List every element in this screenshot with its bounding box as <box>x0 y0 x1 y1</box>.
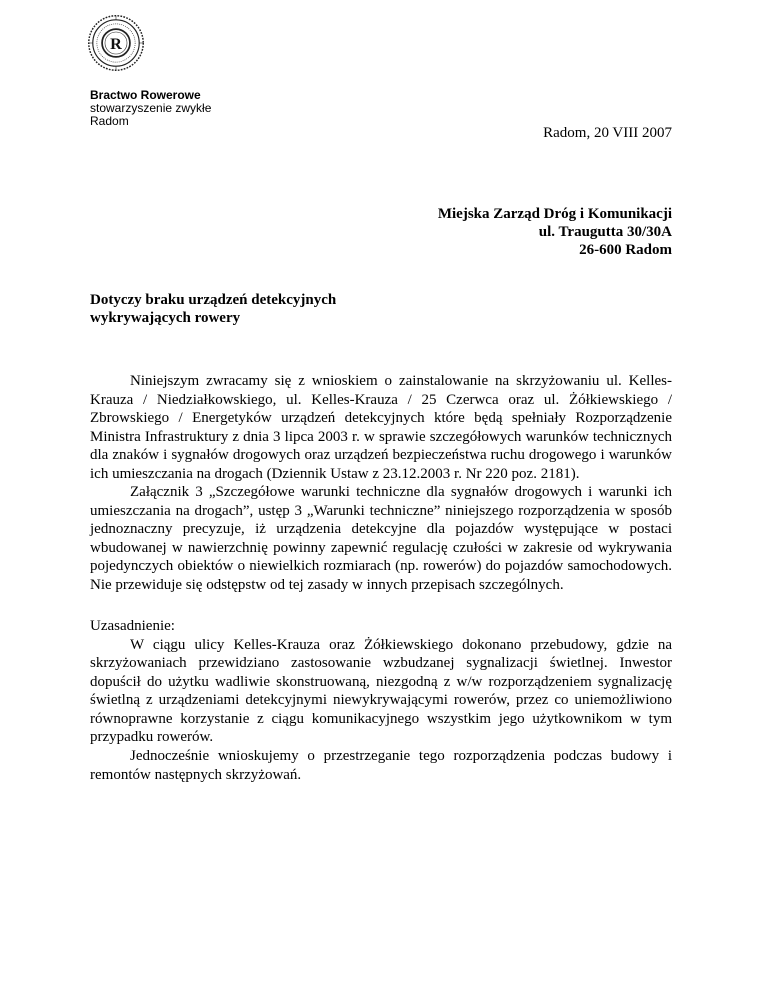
recipient-street: ul. Traugutta 30/30A <box>538 224 672 240</box>
subject-line-1: Dotyczy braku urządzeń detekcyjnych <box>90 292 337 308</box>
letter-body-closing <box>90 747 672 784</box>
justification-heading: Uzasadnienie: <box>90 618 175 634</box>
organization-name: Bractwo Rowerowe <box>90 88 201 102</box>
sender-block <box>90 89 211 128</box>
recipient-block <box>438 205 672 259</box>
recipient-name: Miejska Zarząd Dróg i Komunikacji <box>437 206 672 222</box>
paragraph-justification: W ciągu ulicy Kelles-Krauza oraz Żółkiewskiego dokonano przebudowy, gdzie na skrzyżowaniach przewidziano zastosowanie wzbudzanej sygnalizacji świetlnej. Inwestor dopuścił do użytku wadliwie skonstruowaną, niezgodną z w/w rozporządzeniem sygnalizację świetlną z urządzeniami detekcyjnymi niewykrywającymi rowerów, przez co uniemożliwiono równoprawne korzystanie z ciągu komunikacyjnego wszystkim jego użytkownikom w tym przypadku rowerów. <box>90 636 672 745</box>
subject-line <box>90 291 336 327</box>
svg-text:R: R <box>110 34 122 53</box>
recipient-postal-city: 26-600 Radom <box>579 242 672 258</box>
organization-city: Radom <box>90 114 129 128</box>
paragraph-request: Niniejszym zwracamy się z wnioskiem o zainstalowanie na skrzyżowaniu ul. Kelles-Krauza / Niedziałkowskiego, ul. Kelles-Krauza / 25 Czerwca oraz ul. Żółkiewskiego / Zbrowskiego / Energetyków urządzeń detekcyjnych które będą spełniały Rozporządzenie Ministra Infrastruktury z dnia 3 lipca 2003 r. w sprawie szczegółowych warunków technicznych dla znaków i sygnałów drogowych oraz urządzeń bezpieczeństwa ruchu drogowego i warunków ich umieszczania na drogach (Dziennik Ustaw z 23.12.2003 r. Nr 220 poz. 2181). <box>90 373 672 482</box>
paragraph-annex: Załącznik 3 „Szczegółowe warunki techniczne dla sygnałów drogowych i warunki ich umieszczania na drogach”, ustęp 3 „Warunki techniczne” niniejszego rozporządzenia w sposób jednoznaczny precyzuje, iż urządzenia detekcyjne dla pojazdów występujące w postaci wbudowanej w nawierzchnię powinny zapewnić regulację czułości w zakresie od wykrywania pojedynczych obiektów o niewielkich rozmiarach (np. rowerów) do pojazdów samochodowych. Nie przewiduje się odstępstw od tej zasady w innych przepisach szczególnych. <box>90 484 672 593</box>
paragraph-closing: Jednocześnie wnioskujemy o przestrzeganie tego rozporządzenia podczas budowy i remontów następnych skrzyżowań. <box>90 748 672 783</box>
bicycle-brotherhood-seal-icon <box>87 14 145 72</box>
place-date: Radom, 20 VIII 2007 <box>543 125 672 141</box>
letter-body-request <box>90 372 672 594</box>
organization-type: stowarzyszenie zwykłe <box>90 101 212 115</box>
letter-body-justification <box>90 617 672 747</box>
subject-line-2: wykrywających rowery <box>90 310 241 326</box>
